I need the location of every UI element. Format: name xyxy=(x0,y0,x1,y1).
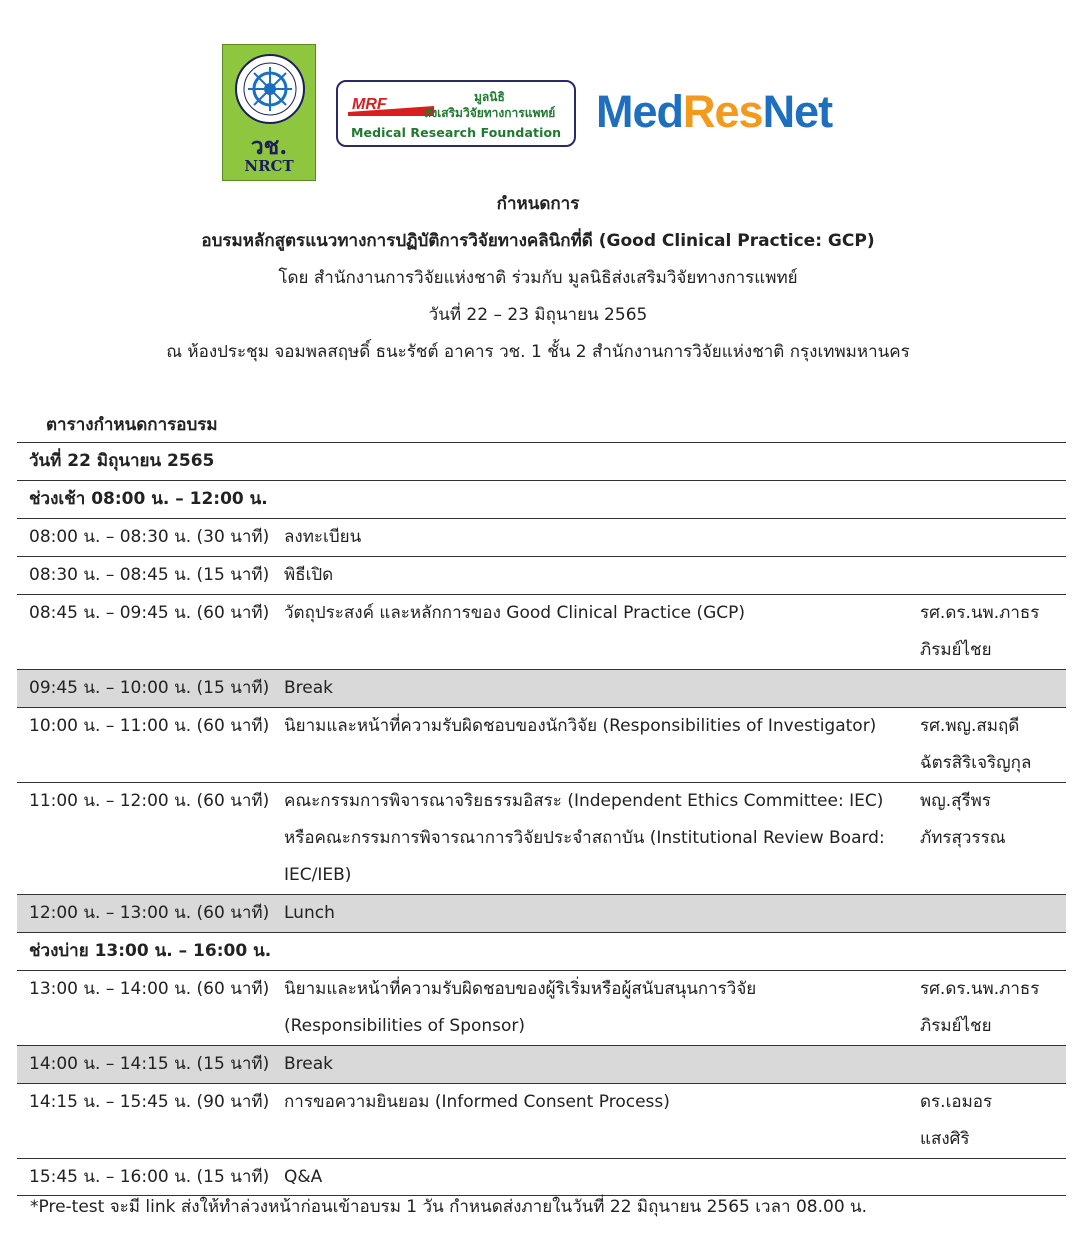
schedule-row xyxy=(17,556,1066,594)
doc-title: กำหนดการ xyxy=(496,194,580,214)
schedule-title: ตารางกำหนดการอบรม xyxy=(46,415,218,435)
session-time: 08:00 น. – 08:30 น. (30 นาที) xyxy=(29,527,270,547)
session-time: 15:45 น. – 16:00 น. (15 นาที) xyxy=(29,1167,270,1187)
session-topic-line: (Responsibilities of Sponsor) xyxy=(284,1016,526,1036)
nrct-seal-icon xyxy=(234,53,306,125)
session-topic-line: Break xyxy=(284,678,333,698)
afternoon-header xyxy=(17,932,1066,970)
session-topic-line: Q&A xyxy=(284,1167,323,1187)
session-topic xyxy=(284,708,909,745)
session-topic xyxy=(284,519,909,556)
session-speaker xyxy=(920,708,1066,782)
session-speaker-line: ภิรมย์ไชย xyxy=(920,1016,992,1036)
medresnet-part2: Res xyxy=(683,86,763,137)
session-topic-line: หรือคณะกรรมการพิจารณาการวิจัยประจำสถาบัน (Institutional Review Board: xyxy=(284,828,885,848)
morning-header xyxy=(17,480,1066,518)
session-time: 09:45 น. – 10:00 น. (15 นาที) xyxy=(29,678,270,698)
schedule-row xyxy=(17,1083,1066,1158)
mrf-english-name: Medical Research Foundation xyxy=(351,125,562,140)
session-topic-line: นิยามและหน้าที่ความรับผิดชอบของผู้ริเริ่มหรือผู้สนับสนุนการวิจัย xyxy=(284,979,757,999)
session-speaker-line: ภัทรสุวรรณ xyxy=(920,828,1006,848)
session-topic xyxy=(284,670,909,707)
session-speaker-line: ฉัตรสิริเจริญกุล xyxy=(920,753,1032,773)
session-speaker-line: ดร.เอมอร xyxy=(920,1092,993,1112)
schedule-row xyxy=(17,707,1066,782)
nrct-abbr-thai: วช. xyxy=(250,133,288,160)
schedule-row xyxy=(17,518,1066,556)
session-topic-line: วัตถุประสงค์ และหลักการของ Good Clinical Practice (GCP) xyxy=(284,603,746,623)
session-topic-line: พิธีเปิด xyxy=(284,565,334,585)
session-speaker xyxy=(920,971,1066,1045)
nrct-logo xyxy=(222,44,316,181)
session-speaker-line: ภิรมย์ไชย xyxy=(920,640,992,660)
session-speaker xyxy=(920,783,1066,857)
session-time: 10:00 น. – 11:00 น. (60 นาที) xyxy=(29,716,270,736)
session-time: 11:00 น. – 12:00 น. (60 นาที) xyxy=(29,791,270,811)
schedule-row xyxy=(17,669,1066,707)
schedule-row xyxy=(17,970,1066,1045)
session-speaker-line: พญ.สุรีพร xyxy=(920,791,991,811)
day-header-label: วันที่ 22 มิถุนายน 2565 xyxy=(29,451,215,471)
session-speaker xyxy=(920,595,1066,669)
session-time: 14:00 น. – 14:15 น. (15 นาที) xyxy=(29,1054,270,1074)
afternoon-header-label: ช่วงบ่าย 13:00 น. – 16:00 น. xyxy=(29,941,272,961)
day-header xyxy=(17,442,1066,480)
session-speaker-line: รศ.ดร.นพ.ภาธร xyxy=(920,979,1040,999)
schedule-row xyxy=(17,594,1066,669)
venue-line: ณ ห้องประชุม จอมพลสฤษดิ์ ธนะรัชต์ อาคาร วช. 1 ชั้น 2 สำนักงานการวิจัยแห่งชาติ กรุงเทพมหานคร xyxy=(166,342,910,362)
schedule-row xyxy=(17,894,1066,932)
schedule-row xyxy=(17,782,1066,894)
medresnet-part3: Net xyxy=(762,86,833,137)
mrf-thai-name: ส่งเสริมวิจัยทางการแพทย์ xyxy=(424,106,556,120)
nrct-abbr-english: NRCT xyxy=(244,157,294,175)
session-topic xyxy=(284,971,909,1045)
session-speaker xyxy=(920,1084,1066,1158)
mrf-mark-text: MRF xyxy=(352,96,387,113)
session-topic xyxy=(284,595,909,632)
session-speaker-line: แสงศิริ xyxy=(920,1129,970,1149)
session-time: 08:45 น. – 09:45 น. (60 นาที) xyxy=(29,603,270,623)
session-speaker-line: รศ.ดร.นพ.ภาธร xyxy=(920,603,1040,623)
morning-header-label: ช่วงเช้า 08:00 น. – 12:00 น. xyxy=(29,489,268,509)
schedule-row xyxy=(17,1045,1066,1083)
medresnet-part1: Med xyxy=(596,86,683,137)
mrf-mark-icon xyxy=(348,92,434,116)
footnote: *Pre-test จะมี link ส่งให้ทำล่วงหน้าก่อนเข้าอบรม 1 วัน กำหนดส่งภายในวันที่ 22 มิถุนายน 2565 เวลา 08.00 น. xyxy=(30,1197,868,1217)
session-speaker-line: รศ.พญ.สมฤดี xyxy=(920,716,1020,736)
mrf-thai-top: มูลนิธิ xyxy=(474,90,505,104)
session-topic-line: ลงทะเบียน xyxy=(284,527,362,547)
session-topic xyxy=(284,1046,909,1083)
course-title: อบรมหลักสูตรแนวทางการปฏิบัติการวิจัยทางคลินิกที่ดี (Good Clinical Practice: GCP) xyxy=(201,231,875,251)
session-topic xyxy=(284,557,909,594)
organizer-line: โดย สำนักงานการวิจัยแห่งชาติ ร่วมกับ มูลนิธิส่งเสริมวิจัยทางการแพทย์ xyxy=(278,268,798,288)
session-topic-line: IEC/IEB) xyxy=(284,865,352,885)
session-time: 13:00 น. – 14:00 น. (60 นาที) xyxy=(29,979,270,999)
session-topic-line: Break xyxy=(284,1054,333,1074)
session-topic xyxy=(284,783,909,894)
session-time: 08:30 น. – 08:45 น. (15 นาที) xyxy=(29,565,270,585)
session-topic-line: นิยามและหน้าที่ความรับผิดชอบของนักวิจัย (Responsibilities of Investigator) xyxy=(284,716,877,736)
session-topic xyxy=(284,1084,909,1121)
session-topic-line: คณะกรรมการพิจารณาจริยธรรมอิสระ (Independent Ethics Committee: IEC) xyxy=(284,791,884,811)
mrf-logo xyxy=(336,80,576,147)
session-time: 12:00 น. – 13:00 น. (60 นาที) xyxy=(29,903,270,923)
session-topic xyxy=(284,895,909,932)
schedule-table xyxy=(17,442,1066,1196)
session-topic-line: Lunch xyxy=(284,903,335,923)
medresnet-logo xyxy=(596,86,832,138)
date-line: วันที่ 22 – 23 มิถุนายน 2565 xyxy=(428,305,648,325)
session-topic-line: การขอความยินยอม (Informed Consent Process) xyxy=(284,1092,670,1112)
session-time: 14:15 น. – 15:45 น. (90 นาที) xyxy=(29,1092,270,1112)
